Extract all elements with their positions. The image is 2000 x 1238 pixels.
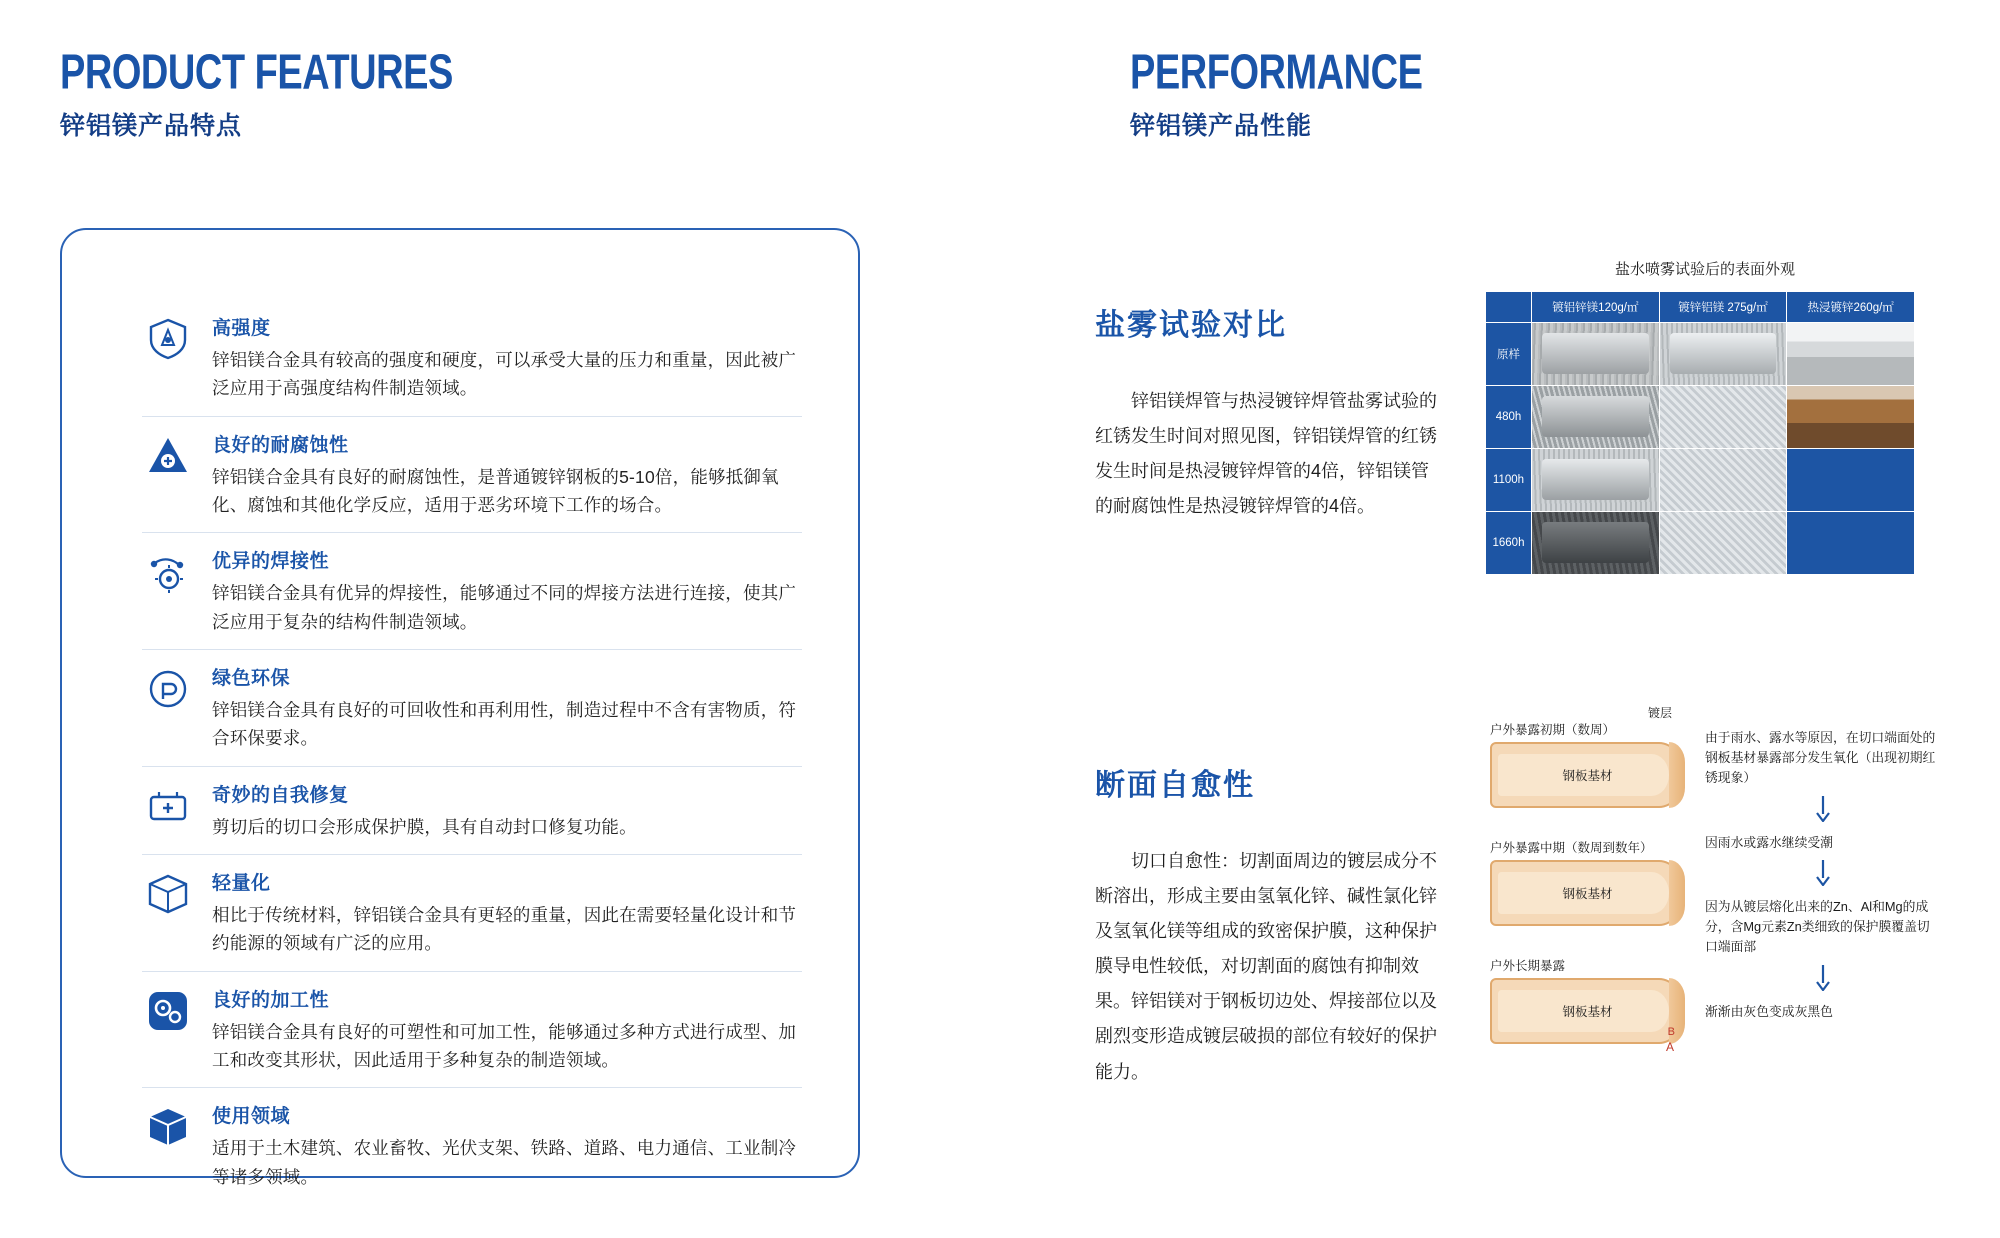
empty-cell [1787, 512, 1915, 575]
plate-label: 钢板基材 [1562, 887, 1613, 901]
performance-title-en: PERFORMANCE [1130, 45, 1423, 100]
empty-cell [1787, 449, 1915, 512]
flow-step: 由于雨水、露水等原因，在切口端面处的钢板基材暴露部分发生氧化（出现初期红锈现象） [1705, 730, 1936, 786]
arrow-down-icon [1705, 860, 1940, 890]
sample-photo [1659, 512, 1787, 575]
feature-title: 良好的耐腐蚀性 [212, 434, 349, 456]
performance-title-cn: 锌铝镁产品性能 [1130, 112, 1313, 140]
healing-stage-1 [1490, 706, 1685, 808]
feature-desc: 适用于土木建筑、农业畜牧、光伏支架、铁路、道路、电力通信、工业制冷等诸多领域。 [212, 1138, 797, 1187]
table-corner-cell [1486, 292, 1532, 323]
steel-plate-graphic [1490, 978, 1685, 1044]
salt-spray-section [1095, 300, 1535, 524]
feature-desc: 相比于传统材料，锌铝镁合金具有更轻的重量，因此在需要轻量化设计和节约能源的领域有广泛的应用。 [212, 905, 797, 954]
salt-spray-table [1485, 291, 1915, 575]
sample-photo [1659, 323, 1787, 386]
product-features-title-cn: 锌铝镁产品特点 [60, 112, 243, 140]
sample-photo [1787, 323, 1915, 386]
feature-desc: 锌铝镁合金具有较高的强度和硬度，可以承受大量的压力和重量，因此被广泛应用于高强度结构件制造领域。 [212, 350, 797, 399]
welding-icon [142, 546, 194, 598]
feature-title: 轻量化 [212, 873, 271, 895]
marker-b: B [1667, 1026, 1675, 1038]
feature-title: 优异的焊接性 [212, 551, 330, 573]
arrow-down-icon [1705, 965, 1940, 995]
table-col-header: 热浸镀锌260g/㎡ [1787, 292, 1915, 323]
list-item [142, 855, 802, 972]
stage-label: 户外长期暴露 [1490, 959, 1566, 973]
sample-photo [1532, 323, 1660, 386]
processing-gear-icon [142, 985, 194, 1037]
salt-spray-heading: 盐雾试验对比 [1095, 309, 1287, 342]
table-row-header: 1660h [1486, 512, 1532, 575]
steel-plate-graphic [1490, 742, 1685, 808]
self-healing-section [1095, 760, 1515, 1090]
feature-title: 良好的加工性 [212, 989, 330, 1011]
sample-photo [1659, 449, 1787, 512]
plate-label: 钢板基材 [1562, 1005, 1613, 1019]
list-item [142, 767, 802, 855]
flow-step: 因雨水或露水继续受潮 [1705, 834, 1833, 850]
coating-label: 镀层 [1648, 706, 1673, 720]
eco-recycle-icon [142, 663, 194, 715]
feature-desc: 锌铝镁合金具有良好的可回收性和再利用性，制造过程中不含有害物质，符合环保要求。 [212, 700, 797, 749]
table-col-header: 镀铝锌镁120g/㎡ [1532, 292, 1660, 323]
lightweight-box-icon [142, 868, 194, 920]
sample-photo [1787, 386, 1915, 449]
application-cube-icon [142, 1101, 194, 1153]
arrow-down-icon [1705, 796, 1940, 826]
table-row-header: 原样 [1486, 323, 1532, 386]
salt-spray-figure-caption: 盐水喷雾试验后的表面外观 [1614, 261, 1795, 278]
feature-desc: 锌铝镁合金具有良好的耐腐蚀性，是普通镀锌钢板的5-10倍，能够抵御氧化、腐蚀和其他化学反应，适用于恶劣环境下工作的场合。 [212, 466, 779, 516]
table-row-header: 1100h [1486, 449, 1532, 512]
self-healing-heading: 断面自愈性 [1095, 769, 1255, 802]
list-item [142, 1088, 802, 1204]
feature-title: 高强度 [212, 318, 271, 339]
feature-title: 使用领域 [212, 1106, 291, 1128]
list-item [142, 650, 802, 767]
feature-desc: 剪切后的切口会形成保护膜，具有自动封口修复功能。 [212, 816, 637, 837]
sample-photo [1532, 512, 1660, 575]
marker-a: A [1666, 1040, 1675, 1054]
healing-stage-3 [1490, 956, 1685, 1054]
performance-header [1130, 45, 1960, 142]
feature-title: 绿色环保 [212, 668, 291, 690]
healing-stage-2 [1490, 838, 1685, 926]
flow-step: 因为从镀层熔化出来的Zn、Al和Mg的成分，含Mg元素Zn类细致的保护膜覆盖切口端面部 [1705, 898, 1930, 955]
feature-title: 奇妙的自我修复 [212, 784, 349, 806]
list-item [142, 972, 802, 1089]
list-item [142, 300, 802, 417]
table-row [1486, 449, 1915, 512]
corrosion-resistance-icon [142, 430, 194, 482]
table-row-header: 480h [1486, 386, 1532, 449]
salt-spray-paragraph: 锌铝镁焊管与热浸镀锌焊管盐雾试验的红锈发生时间对照见图，锌铝镁焊管的红锈发生时间是热浸镀锌焊管的4倍，锌铝镁管的耐腐蚀性是热浸镀锌焊管的4倍。 [1095, 391, 1437, 517]
feature-list [142, 300, 802, 1204]
self-healing-diagram [1490, 706, 1940, 1080]
sample-photo [1532, 449, 1660, 512]
product-features-title-en: PRODUCT FEATURES [60, 45, 453, 100]
plate-label: 钢板基材 [1562, 769, 1613, 783]
table-row [1486, 512, 1915, 575]
stage-label: 户外暴露中期（数周到数年） [1490, 841, 1653, 855]
steel-plate-graphic [1490, 860, 1685, 926]
healing-flowchart [1705, 728, 1940, 1022]
shield-strength-icon [142, 313, 194, 365]
table-col-header: 镀锌铝镁 275g/㎡ [1659, 292, 1787, 323]
flow-step: 渐渐由灰色变成灰黑色 [1705, 1003, 1833, 1019]
product-features-card [60, 228, 860, 1187]
salt-spray-figure [1485, 258, 1925, 575]
feature-desc: 锌铝镁合金具有优异的焊接性，能够通过不同的焊接方法进行连接，使其广泛应用于复杂的结构件制造领域。 [212, 583, 797, 632]
table-row [1486, 323, 1915, 386]
list-item [142, 533, 802, 650]
sample-photo [1532, 386, 1660, 449]
sample-photo [1659, 386, 1787, 449]
self-healing-paragraph: 切口自愈性：切割面周边的镀层成分不断溶出，形成主要由氢氧化锌、碱性氯化锌及氢氧化镁等组成的致密保护膜，这种保护膜导电性较低，对切割面的腐蚀有抑制效果。锌铝镁对于钢板切边处、焊接部位以及剧烈变形造成镀层破损的部位有较好的保护能力。 [1095, 851, 1437, 1082]
table-row [1486, 386, 1915, 449]
stage-label: 户外暴露初期（数周） [1490, 723, 1616, 737]
product-features-header [60, 45, 890, 142]
list-item [142, 417, 802, 534]
feature-desc: 锌铝镁合金具有良好的可塑性和可加工性，能够通过多种方式进行成型、加工和改变其形状，因此适用于多种复杂的制造领域。 [212, 1021, 797, 1071]
self-repair-icon [142, 780, 194, 832]
